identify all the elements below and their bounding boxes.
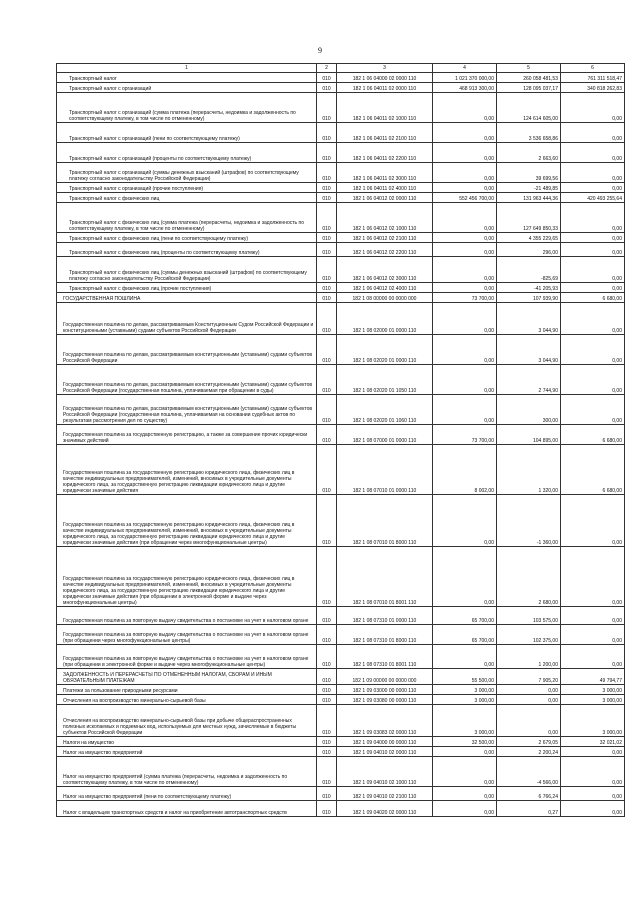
row-budget-code-cell: 182 1 09 03083 02 0000 110 <box>337 705 433 737</box>
row-budget-code-cell: 182 1 08 07310 01 0000 110 <box>337 607 433 625</box>
row-executed-cell: 1 200,00 <box>497 645 561 669</box>
row-executed-cell: 2 679,05 <box>497 737 561 747</box>
row-line-code-cell: 010 <box>317 645 337 669</box>
table-row <box>57 203 625 233</box>
row-budget-code-cell: 182 1 09 04010 02 1000 110 <box>337 757 433 787</box>
table-row <box>57 283 625 293</box>
row-remaining-cell: 6 680,00 <box>561 445 625 495</box>
row-budget-code-cell: 182 1 08 07000 01 0000 110 <box>337 425 433 445</box>
row-line-code-cell: 010 <box>317 365 337 395</box>
row-approved-cell: 65 700,00 <box>433 625 497 645</box>
row-name-cell: Налог с владельцев транспортных средств и налог на приобретение автотранспортных средств <box>57 801 317 817</box>
row-executed-cell: 128 095 037,17 <box>497 83 561 93</box>
table-row <box>57 425 625 445</box>
row-approved-cell: 0,00 <box>433 335 497 365</box>
row-approved-cell: 0,00 <box>433 303 497 335</box>
header-cell: 5 <box>497 64 561 73</box>
report-table <box>56 63 625 817</box>
table-row <box>57 183 625 193</box>
row-line-code-cell: 010 <box>317 425 337 445</box>
row-line-code-cell: 010 <box>317 669 337 685</box>
row-remaining-cell: 0,00 <box>561 495 625 547</box>
row-line-code-cell: 010 <box>317 233 337 243</box>
row-line-code-cell: 010 <box>317 243 337 257</box>
row-line-code-cell: 010 <box>317 445 337 495</box>
row-approved-cell: 32 500,00 <box>433 737 497 747</box>
row-name-cell: Транспортный налог с организаций <box>57 83 317 93</box>
row-approved-cell: 0,00 <box>433 203 497 233</box>
row-remaining-cell: 0,00 <box>561 747 625 757</box>
row-approved-cell: 8 002,00 <box>433 445 497 495</box>
row-approved-cell: 0,00 <box>433 365 497 395</box>
row-executed-cell: 296,00 <box>497 243 561 257</box>
table-row <box>57 685 625 695</box>
row-line-code-cell: 010 <box>317 747 337 757</box>
table-row <box>57 695 625 705</box>
row-remaining-cell: 6 680,00 <box>561 293 625 303</box>
row-name-cell: Государственная пошлина за повторную выдачу свидетельства о постановке на учет в налоговом органе (при обращении в электронной форме и выдаче через многофункциональные центры) <box>57 645 317 669</box>
row-remaining-cell: 32 021,02 <box>561 737 625 747</box>
row-name-cell: Платежи за пользование природными ресурсами <box>57 685 317 695</box>
row-executed-cell: 131 963 444,36 <box>497 193 561 203</box>
row-budget-code-cell: 182 1 08 07010 01 0000 110 <box>337 445 433 495</box>
row-executed-cell: 127 649 850,33 <box>497 203 561 233</box>
row-approved-cell: 0,00 <box>433 757 497 787</box>
row-approved-cell: 0,00 <box>433 747 497 757</box>
row-remaining-cell: 0,00 <box>561 163 625 183</box>
row-name-cell: ЗАДОЛЖЕННОСТЬ И ПЕРЕРАСЧЕТЫ ПО ОТМЕНЕННЫМ НАЛОГАМ, СБОРАМ И ИНЫМ ОБЯЗАТЕЛЬНЫМ ПЛАТЕЖАМ <box>57 669 317 685</box>
row-approved-cell: 0,00 <box>433 143 497 163</box>
row-name-cell: Налоги на имущество <box>57 737 317 747</box>
row-budget-code-cell: 182 1 06 04012 02 4000 110 <box>337 283 433 293</box>
table-row <box>57 787 625 801</box>
row-budget-code-cell: 182 1 09 04010 02 2100 110 <box>337 787 433 801</box>
row-remaining-cell: 0,00 <box>561 283 625 293</box>
row-budget-code-cell: 182 1 06 04012 02 0000 110 <box>337 193 433 203</box>
row-budget-code-cell: 182 1 08 02020 01 1060 110 <box>337 395 433 425</box>
row-name-cell: Транспортный налог с физических лиц (сумма платежа (перерасчеты, недоимка и задолженность по соответствующему платежу, в том числе по отмененному) <box>57 203 317 233</box>
row-name-cell: Налог на имущество предприятий (пени по соответствующему платежу) <box>57 787 317 801</box>
table-row <box>57 495 625 547</box>
row-budget-code-cell: 182 1 06 04011 02 0000 110 <box>337 83 433 93</box>
row-executed-cell: 2 744,90 <box>497 365 561 395</box>
row-name-cell: Налог на имущество предприятий <box>57 747 317 757</box>
table-row <box>57 293 625 303</box>
row-line-code-cell: 010 <box>317 495 337 547</box>
row-line-code-cell: 010 <box>317 737 337 747</box>
row-budget-code-cell: 182 1 08 02000 01 0000 110 <box>337 303 433 335</box>
header-cell: 4 <box>433 64 497 73</box>
row-name-cell: Транспортный налог с физических лиц (пени по соответствующему платежу) <box>57 233 317 243</box>
table-row <box>57 303 625 335</box>
row-name-cell: Транспортный налог с физических лиц (суммы денежных взысканий (штрафов) по соответствующему платежу согласно законодательству Российской Федерации) <box>57 257 317 283</box>
row-approved-cell: 0,00 <box>433 233 497 243</box>
row-remaining-cell: 761 311 518,47 <box>561 73 625 83</box>
row-line-code-cell: 010 <box>317 685 337 695</box>
row-line-code-cell: 010 <box>317 757 337 787</box>
table-row <box>57 625 625 645</box>
row-executed-cell: 103 575,00 <box>497 607 561 625</box>
table-row <box>57 645 625 669</box>
row-executed-cell: 2 663,60 <box>497 143 561 163</box>
row-line-code-cell: 010 <box>317 625 337 645</box>
row-line-code-cell: 010 <box>317 123 337 143</box>
row-remaining-cell: 0,00 <box>561 93 625 123</box>
table-row <box>57 233 625 243</box>
row-remaining-cell: 0,00 <box>561 203 625 233</box>
row-executed-cell: 300,00 <box>497 395 561 425</box>
table-row <box>57 365 625 395</box>
row-budget-code-cell: 182 1 09 03080 00 0000 110 <box>337 695 433 705</box>
row-line-code-cell: 010 <box>317 163 337 183</box>
row-name-cell: Государственная пошлина по делам, рассматриваемым конституционными (уставными) судами субъектов Российской Федерации (государственная пошлина, уплачиваемая на основании судебных актов по результатам рассмотрения дел по существу) <box>57 395 317 425</box>
row-executed-cell: 3 044,90 <box>497 335 561 365</box>
row-executed-cell: 3 044,90 <box>497 303 561 335</box>
table-row <box>57 73 625 83</box>
row-executed-cell: -825,69 <box>497 257 561 283</box>
row-budget-code-cell: 182 1 09 04010 02 0000 110 <box>337 747 433 757</box>
row-approved-cell: 0,00 <box>433 283 497 293</box>
row-budget-code-cell: 182 1 09 04020 02 0000 110 <box>337 801 433 817</box>
row-approved-cell: 73 700,00 <box>433 293 497 303</box>
row-remaining-cell: 0,00 <box>561 183 625 193</box>
row-budget-code-cell: 182 1 06 04011 02 2200 110 <box>337 143 433 163</box>
row-budget-code-cell: 182 1 08 07310 01 8000 110 <box>337 625 433 645</box>
table-row <box>57 737 625 747</box>
row-remaining-cell: 49 794,77 <box>561 669 625 685</box>
row-budget-code-cell: 182 1 08 02020 01 0000 110 <box>337 335 433 365</box>
row-remaining-cell: 0,00 <box>561 303 625 335</box>
row-line-code-cell: 010 <box>317 73 337 83</box>
row-name-cell: Государственная пошлина за повторную выдачу свидетельства о постановке на учет в налоговом органе (при обращении через многофункциональные центры) <box>57 625 317 645</box>
row-budget-code-cell: 182 1 06 04011 02 3000 110 <box>337 163 433 183</box>
table-row <box>57 335 625 365</box>
row-name-cell: Государственная пошлина по делам, рассматриваемым конституционными (уставными) судами субъектов Российской Федерации <box>57 335 317 365</box>
row-name-cell: Государственная пошлина по делам, рассматриваемым Конституционным Судом Российской Федерации и конституционными (уставными) судами субъектов Российской Федерации <box>57 303 317 335</box>
row-name-cell: Государственная пошлина за государственную регистрацию, а также за совершение прочих юридически значимых действий <box>57 425 317 445</box>
row-approved-cell: 0,00 <box>433 787 497 801</box>
row-budget-code-cell: 182 1 06 04012 02 1000 110 <box>337 203 433 233</box>
row-executed-cell: 1 320,00 <box>497 445 561 495</box>
row-approved-cell: 55 500,00 <box>433 669 497 685</box>
row-line-code-cell: 010 <box>317 303 337 335</box>
row-name-cell: Государственная пошлина за государственную регистрацию юридического лица, физических лиц в качестве индивидуальных предпринимателей, изменений, вносимых в учредительные документы юридического лица, за государственную регистрацию ликвидации юридического лица и другие юридически значимые действия (при обращении через многофункциональные центры) <box>57 495 317 547</box>
row-line-code-cell: 010 <box>317 93 337 123</box>
row-budget-code-cell: 182 1 06 04011 02 1000 110 <box>337 93 433 123</box>
row-remaining-cell: 0,00 <box>561 625 625 645</box>
row-remaining-cell: 0,00 <box>561 365 625 395</box>
row-approved-cell: 1 021 370 000,00 <box>433 73 497 83</box>
row-approved-cell: 3 000,00 <box>433 695 497 705</box>
row-line-code-cell: 010 <box>317 83 337 93</box>
row-budget-code-cell: 182 1 06 04012 02 2200 110 <box>337 243 433 257</box>
row-name-cell: Транспортный налог с организаций (прочие поступления) <box>57 183 317 193</box>
row-executed-cell: 0,27 <box>497 801 561 817</box>
row-name-cell: Государственная пошлина за государственную регистрацию юридического лица, физических лиц в качестве индивидуальных предпринимателей, изменений, вносимых в учредительные документы юридического лица, за государственную регистрацию ликвидации юридического лица и другие юридически значимые действия (при обращении в электронной форме и выдаче через многофункциональные центры) <box>57 547 317 607</box>
row-approved-cell: 0,00 <box>433 123 497 143</box>
page-number: 9 <box>318 46 322 55</box>
row-executed-cell: 39 699,56 <box>497 163 561 183</box>
header-cell: 2 <box>317 64 337 73</box>
table-row <box>57 193 625 203</box>
row-remaining-cell: 0,00 <box>561 143 625 163</box>
row-approved-cell: 0,00 <box>433 163 497 183</box>
row-approved-cell: 0,00 <box>433 257 497 283</box>
row-line-code-cell: 010 <box>317 203 337 233</box>
header-cell: 6 <box>561 64 625 73</box>
table-row <box>57 547 625 607</box>
row-remaining-cell: 0,00 <box>561 757 625 787</box>
row-approved-cell: 0,00 <box>433 183 497 193</box>
row-name-cell: ГОСУДАРСТВЕННАЯ ПОШЛИНА <box>57 293 317 303</box>
row-executed-cell: 7 905,20 <box>497 669 561 685</box>
row-line-code-cell: 010 <box>317 283 337 293</box>
row-approved-cell: 3 000,00 <box>433 705 497 737</box>
row-executed-cell: 107 939,90 <box>497 293 561 303</box>
table-row <box>57 93 625 123</box>
row-line-code-cell: 010 <box>317 607 337 625</box>
row-approved-cell: 468 913 300,00 <box>433 83 497 93</box>
row-line-code-cell: 010 <box>317 257 337 283</box>
row-remaining-cell: 0,00 <box>561 243 625 257</box>
row-line-code-cell: 010 <box>317 787 337 801</box>
table-row <box>57 801 625 817</box>
row-name-cell: Транспортный налог с организаций (сумма платежа (перерасчеты, недоимка и задолженность по соответствующему платежу, в том числе по отмененному) <box>57 93 317 123</box>
table-header-row <box>57 64 625 73</box>
row-name-cell: Государственная пошлина по делам, рассматриваемым конституционными (уставными) судами субъектов Российской Федерации (государственная пошлина, уплачиваемая при обращении в суды) <box>57 365 317 395</box>
row-budget-code-cell: 182 1 08 02020 01 1050 110 <box>337 365 433 395</box>
row-executed-cell: -1 360,00 <box>497 495 561 547</box>
table-row <box>57 705 625 737</box>
row-remaining-cell: 0,00 <box>561 547 625 607</box>
row-line-code-cell: 010 <box>317 143 337 163</box>
row-name-cell: Государственная пошлина за государственную регистрацию юридического лица, физических лиц в качестве индивидуальных предпринимателей, изменений, вносимых в учредительные документы юридического лица, за государственную регистрацию ликвидации юридического лица и другие юридически значимые действия <box>57 445 317 495</box>
row-remaining-cell: 3 000,00 <box>561 685 625 695</box>
row-remaining-cell: 0,00 <box>561 257 625 283</box>
row-budget-code-cell: 182 1 08 07310 01 8001 110 <box>337 645 433 669</box>
row-executed-cell: 3 536 658,86 <box>497 123 561 143</box>
row-approved-cell: 0,00 <box>433 801 497 817</box>
row-name-cell: Транспортный налог <box>57 73 317 83</box>
row-name-cell: Транспортный налог с физических лиц (прочие поступления) <box>57 283 317 293</box>
row-budget-code-cell: 182 1 06 04012 02 3000 110 <box>337 257 433 283</box>
header-cell: 3 <box>337 64 433 73</box>
row-budget-code-cell: 182 1 08 07010 01 8001 110 <box>337 547 433 607</box>
row-approved-cell: 73 700,00 <box>433 425 497 445</box>
row-remaining-cell: 3 000,00 <box>561 695 625 705</box>
row-line-code-cell: 010 <box>317 193 337 203</box>
row-budget-code-cell: 182 1 08 07010 01 8000 110 <box>337 495 433 547</box>
header-cell: 1 <box>57 64 317 73</box>
row-line-code-cell: 010 <box>317 335 337 365</box>
row-approved-cell: 65 700,00 <box>433 607 497 625</box>
row-approved-cell: 0,00 <box>433 395 497 425</box>
row-name-cell: Государственная пошлина за повторную выдачу свидетельства о постановке на учет в налоговом органе <box>57 607 317 625</box>
row-remaining-cell: 0,00 <box>561 801 625 817</box>
row-line-code-cell: 010 <box>317 695 337 705</box>
row-approved-cell: 0,00 <box>433 547 497 607</box>
row-remaining-cell: 0,00 <box>561 233 625 243</box>
table-row <box>57 669 625 685</box>
row-budget-code-cell: 182 1 06 04012 02 2100 110 <box>337 233 433 243</box>
row-name-cell: Налог на имущество предприятий (сумма платежа (перерасчеты, недоимка и задолженность по соответствующему платежу, в том числе по отмененному) <box>57 757 317 787</box>
row-executed-cell: -4 566,00 <box>497 757 561 787</box>
row-approved-cell: 0,00 <box>433 93 497 123</box>
row-remaining-cell: 6 680,00 <box>561 425 625 445</box>
row-line-code-cell: 010 <box>317 395 337 425</box>
table-row <box>57 83 625 93</box>
row-executed-cell: 2 200,24 <box>497 747 561 757</box>
row-budget-code-cell: 182 1 09 04000 00 0000 110 <box>337 737 433 747</box>
row-name-cell: Отчисления на воспроизводство минерально-сырьевой базы <box>57 695 317 705</box>
row-budget-code-cell: 182 1 09 00000 00 0000 000 <box>337 669 433 685</box>
row-remaining-cell: 0,00 <box>561 787 625 801</box>
row-executed-cell: 124 614 605,00 <box>497 93 561 123</box>
row-executed-cell: 0,00 <box>497 705 561 737</box>
row-executed-cell: -21 489,85 <box>497 183 561 193</box>
row-approved-cell: 3 000,00 <box>433 685 497 695</box>
row-remaining-cell: 0,00 <box>561 395 625 425</box>
row-name-cell: Отчисления на воспроизводство минерально-сырьевой базы при добыче общераспространенных полезных ископаемых и подземных вод, используемых для местных нужд, зачисляемые в бюджеты субъектов Российской Федерации <box>57 705 317 737</box>
row-executed-cell: 104 895,00 <box>497 425 561 445</box>
row-line-code-cell: 010 <box>317 183 337 193</box>
table-row <box>57 747 625 757</box>
row-line-code-cell: 010 <box>317 801 337 817</box>
table-row <box>57 143 625 163</box>
table-row <box>57 607 625 625</box>
row-executed-cell: 0,00 <box>497 685 561 695</box>
row-approved-cell: 0,00 <box>433 495 497 547</box>
row-line-code-cell: 010 <box>317 293 337 303</box>
row-executed-cell: 102 375,00 <box>497 625 561 645</box>
row-remaining-cell: 420 493 255,64 <box>561 193 625 203</box>
row-approved-cell: 0,00 <box>433 645 497 669</box>
row-approved-cell: 0,00 <box>433 243 497 257</box>
row-approved-cell: 552 456 700,00 <box>433 193 497 203</box>
table-row <box>57 123 625 143</box>
row-remaining-cell: 0,00 <box>561 607 625 625</box>
row-budget-code-cell: 182 1 06 04000 02 0000 110 <box>337 73 433 83</box>
row-budget-code-cell: 182 1 09 03000 00 0000 110 <box>337 685 433 695</box>
row-name-cell: Транспортный налог с организаций (пени по соответствующему платежу) <box>57 123 317 143</box>
row-name-cell: Транспортный налог с организаций (проценты по соответствующему платежу) <box>57 143 317 163</box>
table-row <box>57 243 625 257</box>
row-executed-cell: 4 355 229,65 <box>497 233 561 243</box>
table-row <box>57 445 625 495</box>
table-row <box>57 757 625 787</box>
row-name-cell: Транспортный налог с физических лиц (проценты по соответствующему платежу) <box>57 243 317 257</box>
row-name-cell: Транспортный налог с физических лиц <box>57 193 317 203</box>
table-row <box>57 395 625 425</box>
row-line-code-cell: 010 <box>317 547 337 607</box>
row-remaining-cell: 340 818 262,83 <box>561 83 625 93</box>
row-remaining-cell: 3 000,00 <box>561 705 625 737</box>
row-executed-cell: 260 058 481,53 <box>497 73 561 83</box>
row-budget-code-cell: 182 1 06 04011 02 4000 110 <box>337 183 433 193</box>
row-remaining-cell: 0,00 <box>561 645 625 669</box>
row-executed-cell: -41 205,93 <box>497 283 561 293</box>
row-name-cell: Транспортный налог с организаций (суммы денежных взысканий (штрафов) по соответствующему платежу согласно законодательству Российской Федерации) <box>57 163 317 183</box>
row-executed-cell: 2 680,00 <box>497 547 561 607</box>
row-budget-code-cell: 182 1 08 00000 00 0000 000 <box>337 293 433 303</box>
row-executed-cell: 0,00 <box>497 695 561 705</box>
row-remaining-cell: 0,00 <box>561 123 625 143</box>
row-executed-cell: 6 766,24 <box>497 787 561 801</box>
row-budget-code-cell: 182 1 06 04011 02 2100 110 <box>337 123 433 143</box>
table-row <box>57 163 625 183</box>
row-line-code-cell: 010 <box>317 705 337 737</box>
row-remaining-cell: 0,00 <box>561 335 625 365</box>
table-row <box>57 257 625 283</box>
